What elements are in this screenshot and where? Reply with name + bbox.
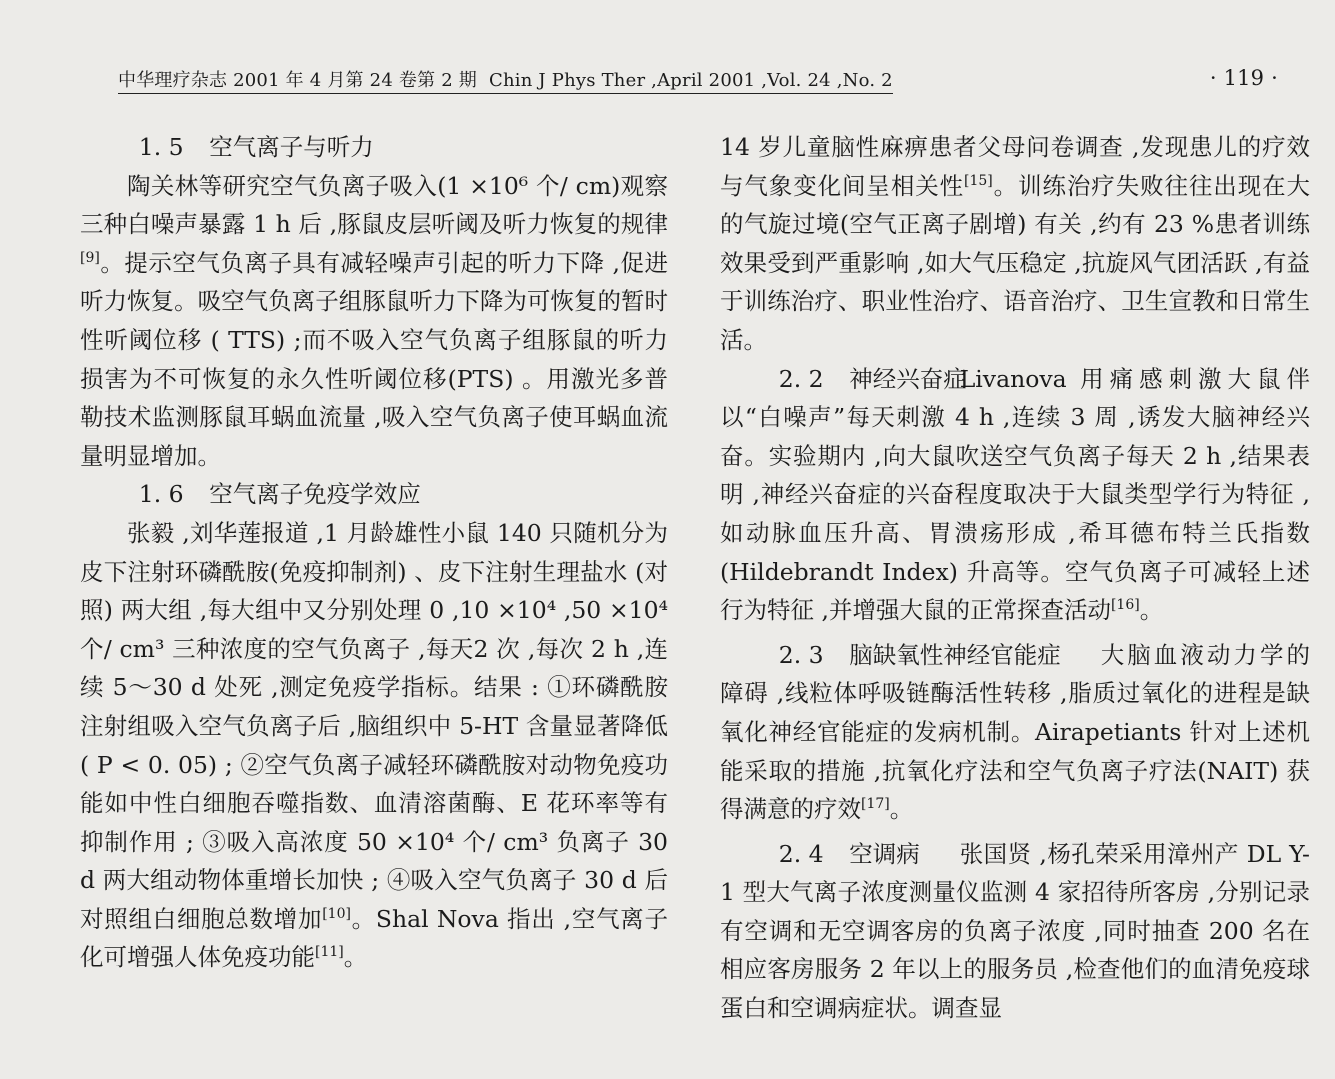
- section-heading-1-6: [80, 475, 668, 514]
- section-title: 脑缺氧性神经官能症: [849, 640, 1061, 669]
- section-number: 2. 3: [778, 640, 824, 669]
- paragraph-text: 大脑血液动力学的障碍 ,线粒体呼吸链酶活性转移 ,脂质过氧化的进程是缺氧化神经官能症的发病机制。Airapetiants 针对上述机能采取的措施 ,抗氧化疗法和空气负离子疗法(NAIT) 获得满意的疗效: [720, 640, 1310, 824]
- left-column: [80, 128, 668, 977]
- section-heading-1-5: [80, 128, 668, 167]
- section-title: 空气离子与听力: [209, 133, 374, 161]
- section-title: 神经兴奋症: [849, 364, 967, 393]
- paragraph-hearing: [80, 167, 668, 476]
- section-number: 2. 4: [778, 839, 824, 868]
- section-number: 1. 6: [138, 480, 184, 509]
- citation-ref: [11]: [315, 944, 344, 961]
- paragraph-immunity: [80, 514, 668, 977]
- running-header: [118, 66, 1278, 96]
- paragraph-continued: [720, 128, 1310, 360]
- citation-ref: [15]: [964, 172, 993, 189]
- paragraph-text: 张国贤 ,杨孔荣采用漳州产 DL Y-1 型大气离子浓度测量仪监测 4 家招待所客房 ,分别记录有空调和无空调客房的负离子浓度 ,同时抽查 200 名在相应客房服务 2 年以上的服务员 ,检查他们的血清免疫球蛋白和空调病症状。调查显: [720, 839, 1310, 1023]
- paragraph-text: 14 岁儿童脑性麻痹患者父母问卷调查 ,发现患儿的疗效与气象变化间呈相关性: [720, 133, 1310, 200]
- paragraph-neuro-body: [720, 360, 1310, 630]
- right-column: [720, 128, 1310, 1028]
- page-number: · 119 ·: [1209, 66, 1278, 90]
- citation-ref: [16]: [1110, 597, 1140, 614]
- section-title: 空气离子免疫学效应: [209, 480, 421, 509]
- paragraph-text: 。训练治疗失败往往出现在大的气旋过境(空气正离子剧增) 有关 ,约有 23 %患者训练效果受到严重影响 ,如大气压稳定 ,抗旋风气团活跃 ,有益于训练治疗、职业性治疗、语音治疗、卫生宣教和日常生活。: [720, 171, 1311, 354]
- citation-ref: [17]: [861, 796, 890, 813]
- section-title: 空调病: [849, 839, 920, 868]
- paragraph-text: 。提示空气负离子具有减轻噪声引起的听力下降 ,促进听力恢复。吸空气负离子组豚鼠听力下降为可恢复的暂时性听阈位移 ( TTS) ;而不吸入空气负离子组豚鼠的听力损害为不可恢复的永久性听阈位移(PTS) 。用激光多普勒技术监测豚鼠耳蜗血流量 ,吸入空气负离子使耳蜗血流量明显增加。: [80, 248, 668, 470]
- section-number: 1. 5: [138, 133, 184, 161]
- journal-citation: [118, 66, 893, 94]
- journal-title-cn: 中华理疗杂志 2001 年 4 月第 24 卷第 2 期: [118, 70, 477, 91]
- paragraph-text: Livanova 用痛感刺激大鼠伴以“白噪声”每天刺激 4 h ,连续 3 周 ,诱发大脑神经兴奋。实验期内 ,向大鼠吹送空气负离子每天 2 h ,结果表明 ,神经兴奋症的兴奋程度取决于大鼠类型学行为特征 ,如动脉血压升高、胃溃疡形成 ,希耳德布特兰氏指数 (Hildebrandt Index) 升高等。空气负离子可减轻上述行为特征 ,并增强大鼠的正常探查活动: [720, 364, 1310, 625]
- citation-ref: [10]: [322, 906, 351, 923]
- paragraph-text: 。Shal Nova 指出 ,空气离子化可增强人体免疫功能: [80, 904, 669, 972]
- section-number: 2. 2: [778, 364, 824, 393]
- citation-ref: [9]: [80, 249, 100, 266]
- paragraph-text: 陶关林等研究空气负离子吸入(1 ×10⁶ 个/ cm)观察三种白噪声暴露 1 h 后 ,豚鼠皮层听阈及听力恢复的规律: [80, 171, 668, 239]
- paragraph-text: 。: [889, 795, 914, 824]
- paragraph-text: 张毅 ,刘华莲报道 ,1 月龄雄性小鼠 140 只随机分为皮下注射环磷酰胺(免疫抑制剂) 、皮下注射生理盐水 (对照) 两大组 ,每大组中又分别处理 0 ,10 ×10⁴ ,50 ×10⁴ 个/ cm³ 三种浓度的空气负离子 ,每天2 次 ,每次 2 h ,连续 5～30 d 处死 ,测定免疫学指标。结果 : ①环磷酰胺注射组吸入空气负离子后 ,脑组织中 5-HT 含量显著降低( P < 0. 05) ; ②空气负离子减轻环磷酰胺对动物免疫功能如中性白细胞吞噬指数、血清溶菌酶、E 花环率等有抑制作用 ; ③吸入高浓度 50 ×10⁴ 个/ cm³ 负离子 30 d 两大组动物体重增长加快 ; ④吸入空气负离子 30 d 后对照组白细胞总数增加: [80, 518, 668, 933]
- journal-title-en: Chin J Phys Ther ,April 2001 ,Vol. 24 ,No. 2: [489, 70, 893, 91]
- paragraph-text: 。: [1139, 596, 1164, 625]
- paragraph-text: 。: [343, 943, 368, 972]
